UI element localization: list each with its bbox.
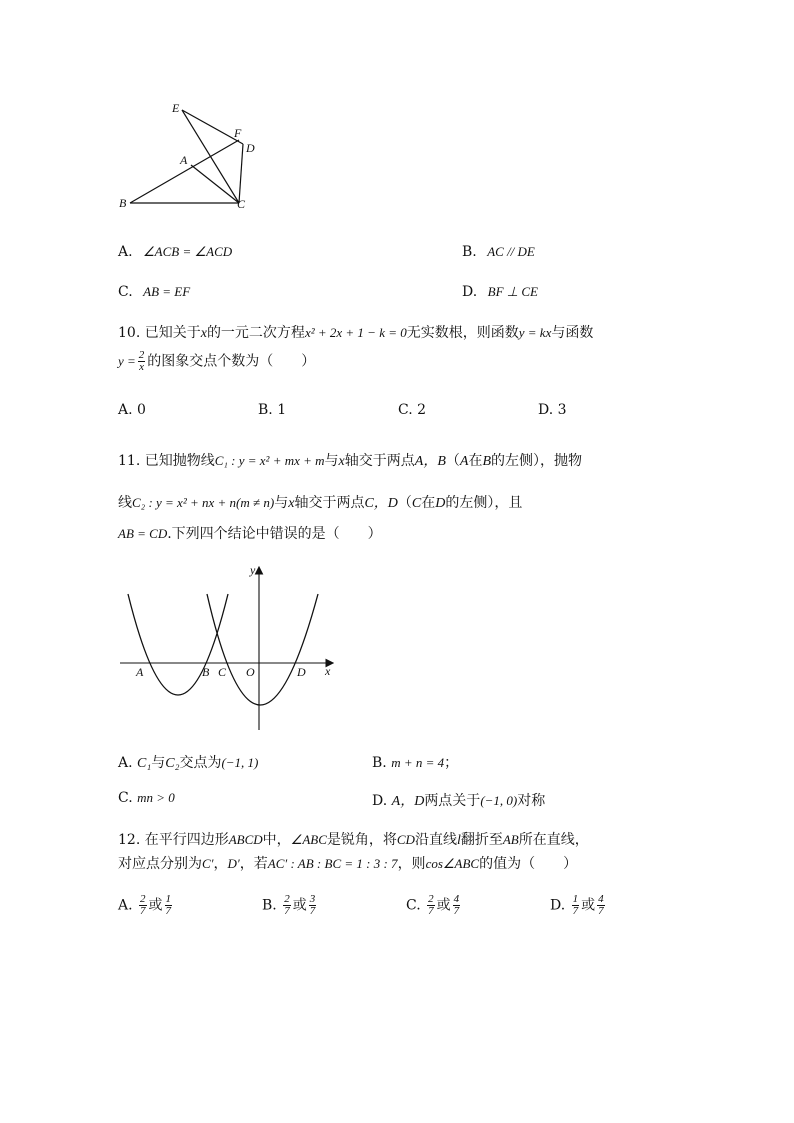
q12-angle: ∠ABC [290, 832, 327, 847]
q12-line-1 [118, 829, 589, 849]
point-label-b: B [202, 665, 210, 679]
option-letter: B. [372, 755, 387, 771]
fraction-numerator: 4 [598, 893, 604, 905]
point-label-a: A [136, 665, 144, 679]
q11-text: 的左侧），且 [445, 495, 523, 511]
q12-text: ，若 [239, 856, 268, 872]
option-text: 两点关于 [424, 793, 481, 809]
question-number: 11. [118, 453, 141, 469]
fraction-denominator: 7 [453, 905, 460, 917]
option-letter: C. [398, 402, 413, 418]
point-label-d: D [297, 665, 306, 679]
q12-var: CD [396, 832, 415, 847]
q10-function-1: y = kx [518, 325, 552, 340]
q12-ratio: AC′ : AB : BC = 1 : 3 : 7 [267, 856, 398, 871]
option-text: AB = EF [143, 284, 191, 299]
segment-bf [130, 140, 239, 203]
q11-text: 轴交于两点 [344, 453, 415, 469]
option-or: 或 [292, 897, 307, 914]
q11-line-2 [118, 492, 522, 512]
q12-option-c[interactable] [406, 894, 462, 917]
q11-var: A [459, 454, 469, 469]
option-letter: C. [406, 897, 421, 914]
option-letter: B. [258, 402, 273, 418]
fraction-denominator: 7 [284, 905, 290, 917]
q12-line-2 [118, 853, 577, 873]
q11-text: （ [445, 453, 460, 469]
q11-text: 轴交于两点 [294, 495, 365, 511]
fraction-denominator: 7 [140, 905, 146, 917]
fraction-numerator: 2 [138, 349, 145, 361]
q10-text-2: 的一元二次方程 [206, 325, 305, 341]
q12-var: D′ [227, 856, 240, 871]
q12-text: ，则 [397, 856, 426, 872]
q11-parabola-c1: C₁ : y = x² + mx + m [214, 453, 325, 468]
option-equation: m + n = 4 [391, 755, 445, 770]
fraction-numerator: 2 [428, 893, 434, 905]
q10-text-3: 无实数根，则函数 [406, 325, 519, 341]
option-text: 3 [557, 402, 567, 418]
option-letter: D. [538, 402, 554, 418]
segment-ac [191, 165, 239, 203]
q10-text-5: 的图象交点个数为（ ） [147, 353, 316, 370]
q12-text: 沿直线 [414, 832, 457, 848]
q12-var: AB [502, 832, 519, 847]
fraction-denominator: 7 [598, 905, 604, 917]
option-letter: A. [118, 755, 133, 771]
q10-fraction [138, 350, 146, 373]
q11-var: C [411, 496, 422, 511]
fraction-numerator: 2 [284, 893, 290, 905]
q11-text: 线 [118, 495, 132, 511]
option-or: 或 [436, 897, 451, 914]
option-text: 交点为 [179, 755, 222, 771]
parabola-graph [110, 560, 340, 735]
option-fraction [572, 894, 580, 917]
option-text: 对称 [517, 793, 546, 809]
q10-text-1: 已知关于 [144, 325, 201, 341]
option-text: 2 [417, 402, 427, 418]
option-point: (−1, 1) [221, 755, 259, 770]
q12-text: 中， [262, 832, 291, 848]
q10-line-1 [118, 322, 593, 342]
option-or: 或 [581, 897, 596, 914]
label-b: B [119, 196, 127, 210]
q10-text-4: 与函数 [551, 325, 594, 341]
label-c: C [237, 197, 246, 211]
axis-label-y: y [250, 563, 256, 577]
q11-text: 已知抛物线 [144, 453, 215, 469]
q11-text: 在 [468, 453, 483, 469]
option-fraction [309, 894, 317, 917]
q12-text: ， [213, 856, 228, 872]
option-equation: mn > 0 [137, 790, 175, 805]
q10-var: x [200, 326, 207, 341]
q10-line-2 [118, 350, 315, 373]
option-letter: D. [372, 793, 388, 809]
q11-parabola-c2: C₂ : y = x² + nx + n(m ≠ n) [132, 495, 275, 510]
option-text: BF ⊥ CE [487, 284, 538, 299]
option-letter: B. [462, 244, 477, 260]
option-letter: A. [118, 244, 133, 260]
option-text: ∠ACB = ∠ACD [143, 244, 233, 259]
option-letter: C. [118, 790, 133, 806]
q11-option-d[interactable] [372, 790, 545, 810]
option-text: ； [444, 755, 459, 771]
q11-text: 与 [274, 495, 289, 511]
q11-option-a[interactable] [118, 752, 258, 772]
axis-label-x: x [325, 664, 331, 678]
q12-option-d[interactable] [550, 894, 607, 917]
q11-var: D [435, 496, 446, 511]
q9-option-a[interactable] [118, 244, 232, 260]
option-c1: C₁ [137, 756, 152, 771]
q12-text: 的值为（ ） [479, 856, 578, 872]
q11-var: B [482, 454, 491, 469]
fraction-denominator: 7 [572, 905, 579, 917]
q12-text: 所在直线， [518, 832, 589, 848]
triangle-figure [110, 95, 280, 220]
label-a: A [180, 153, 188, 167]
fraction-numerator: 2 [140, 893, 146, 905]
q10-option-b[interactable] [258, 402, 286, 418]
option-letter: B. [262, 897, 277, 914]
q10-option-c[interactable] [398, 402, 426, 418]
fraction-numerator: 1 [572, 893, 579, 905]
q12-text: 对应点分别为 [118, 856, 202, 872]
option-text: 0 [137, 402, 146, 418]
fraction-denominator: 7 [309, 905, 316, 917]
q12-text: 翻折至 [460, 832, 503, 848]
parabola-c1 [128, 594, 228, 695]
q12-option-b[interactable] [262, 894, 318, 917]
q11-text: .下列四个结论中错误的是（ ） [167, 526, 382, 542]
fraction-denominator: 7 [428, 905, 434, 917]
q9-option-d[interactable] [462, 284, 538, 300]
q9-option-b[interactable] [462, 244, 535, 260]
option-text: 与 [151, 755, 166, 771]
option-letter: D. [550, 897, 566, 914]
option-c2: C₂ [165, 756, 180, 771]
label-f: F [234, 126, 242, 140]
option-fraction [597, 894, 605, 917]
q11-points: C，D [364, 496, 398, 511]
fraction-denominator: x [139, 361, 144, 373]
option-letter: C. [118, 284, 133, 300]
question-number: 10. [118, 325, 141, 341]
q9-option-c[interactable] [118, 284, 190, 300]
option-fraction [165, 894, 173, 917]
q12-var: C′ [202, 856, 214, 871]
option-fraction [139, 894, 147, 917]
option-fraction [453, 894, 461, 917]
option-letter: D. [462, 284, 478, 300]
q11-var: x [288, 496, 295, 511]
fraction-denominator: 7 [165, 905, 172, 917]
fraction-numerator: 1 [165, 893, 172, 905]
option-text: 1 [277, 402, 287, 418]
q11-var: x [338, 454, 345, 469]
q11-text: （ [397, 495, 412, 511]
q10-option-a[interactable] [118, 402, 146, 418]
label-d: D [246, 141, 255, 155]
label-e: E [172, 101, 180, 115]
q11-equation: AB = CD [118, 526, 168, 541]
option-fraction [283, 894, 291, 917]
option-text: AC // DE [487, 244, 535, 259]
q11-option-b[interactable] [372, 752, 458, 772]
q11-text: 在 [421, 495, 436, 511]
option-or: 或 [148, 897, 163, 914]
option-point: (−1, 0) [480, 793, 518, 808]
q12-option-a[interactable] [118, 894, 174, 917]
q11-line-1 [118, 450, 582, 470]
q11-line-3 [118, 523, 382, 543]
option-letter: A. [118, 897, 133, 914]
q11-option-c[interactable] [118, 790, 175, 806]
q12-cos: cos∠ABC [425, 856, 480, 871]
q11-points: A，B [414, 454, 446, 469]
q12-text: 在平行四边形 [144, 832, 229, 848]
fraction-numerator: 3 [309, 893, 316, 905]
question-number: 12. [118, 832, 141, 848]
option-letter: A. [118, 402, 133, 418]
q10-equation: x² + 2x + 1 − k = 0 [304, 325, 407, 340]
option-points: A，D [391, 794, 425, 809]
q12-var: l [456, 833, 461, 848]
q11-text: 的左侧），抛物 [491, 453, 582, 469]
q10-option-d[interactable] [538, 402, 567, 418]
q10-function-2-lhs: y = [118, 353, 136, 369]
q11-text: 与 [324, 453, 339, 469]
option-fraction [427, 894, 435, 917]
point-label-o: O [246, 665, 255, 679]
fraction-numerator: 4 [453, 893, 460, 905]
point-label-c: C [218, 665, 227, 679]
q12-text: 是锐角，将 [326, 832, 397, 848]
segment-dc [239, 144, 243, 203]
q12-var: ABCD [228, 832, 263, 847]
